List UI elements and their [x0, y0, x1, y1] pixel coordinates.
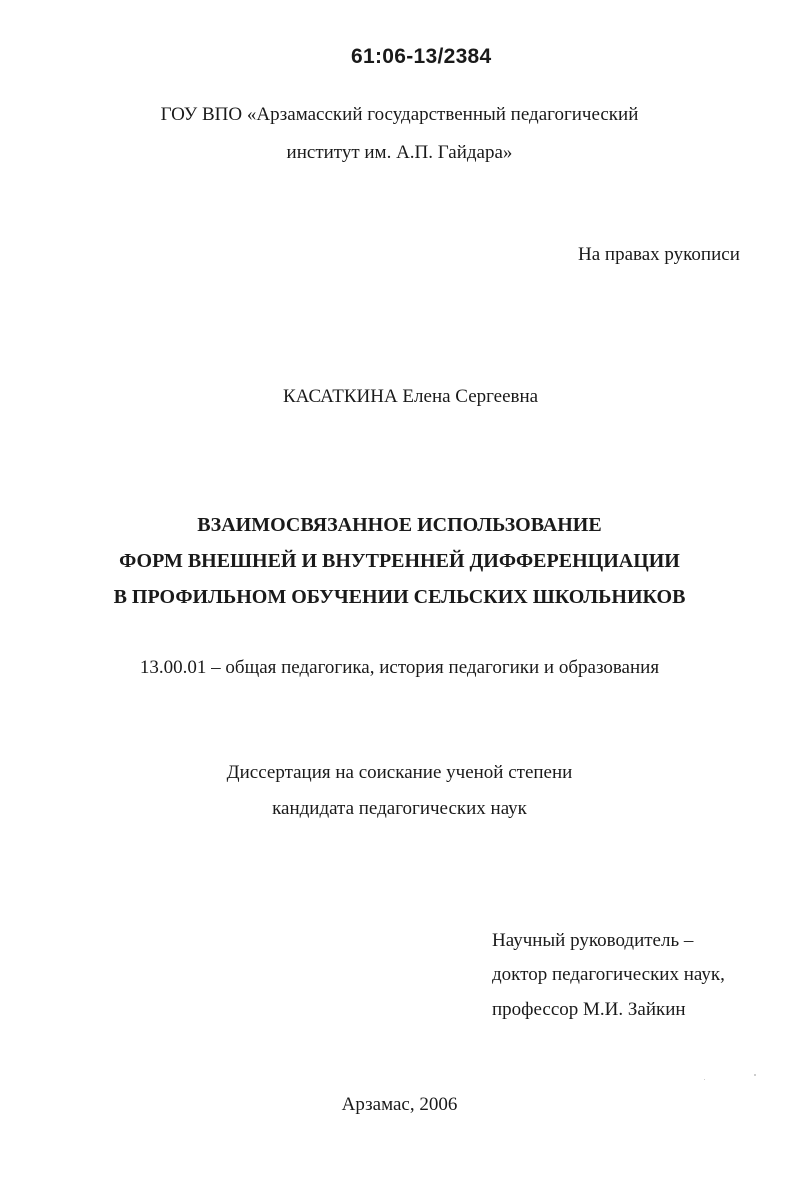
scan-speck [754, 1074, 756, 1076]
degree-line-2: кандидата педагогических наук [272, 798, 527, 819]
archive-code: 61:06-13/2384 [351, 45, 492, 68]
supervisor-line-1: Научный руководитель – [492, 930, 694, 951]
institution-line-2: институт им. А.П. Гайдара» [286, 142, 513, 163]
author-name: КАСАТКИНА Елена Сергеевна [283, 386, 539, 407]
dissertation-title-line-2: ФОРМ ВНЕШНЕЙ И ВНУТРЕННЕЙ ДИФФЕРЕНЦИАЦИИ [119, 550, 680, 572]
specialty-code: 13.00.01 – общая педагогика, история педагогики и образования [139, 657, 660, 678]
place-and-year: Арзамас, 2006 [341, 1094, 458, 1115]
scan-speck [704, 1079, 705, 1080]
institution-line-1: ГОУ ВПО «Арзамасский государственный педагогический [160, 104, 639, 125]
supervisor-line-2: доктор педагогических наук, [492, 964, 725, 985]
degree-line-1: Диссертация на соискание ученой степени [226, 762, 573, 783]
manuscript-note: На правах рукописи [578, 244, 740, 265]
dissertation-title-line-1: ВЗАИМОСВЯЗАННОЕ ИСПОЛЬЗОВАНИЕ [197, 514, 602, 536]
supervisor-line-3: профессор М.И. Зайкин [492, 999, 686, 1020]
dissertation-title-line-3: В ПРОФИЛЬНОМ ОБУЧЕНИИ СЕЛЬСКИХ ШКОЛЬНИКОВ [113, 586, 686, 608]
